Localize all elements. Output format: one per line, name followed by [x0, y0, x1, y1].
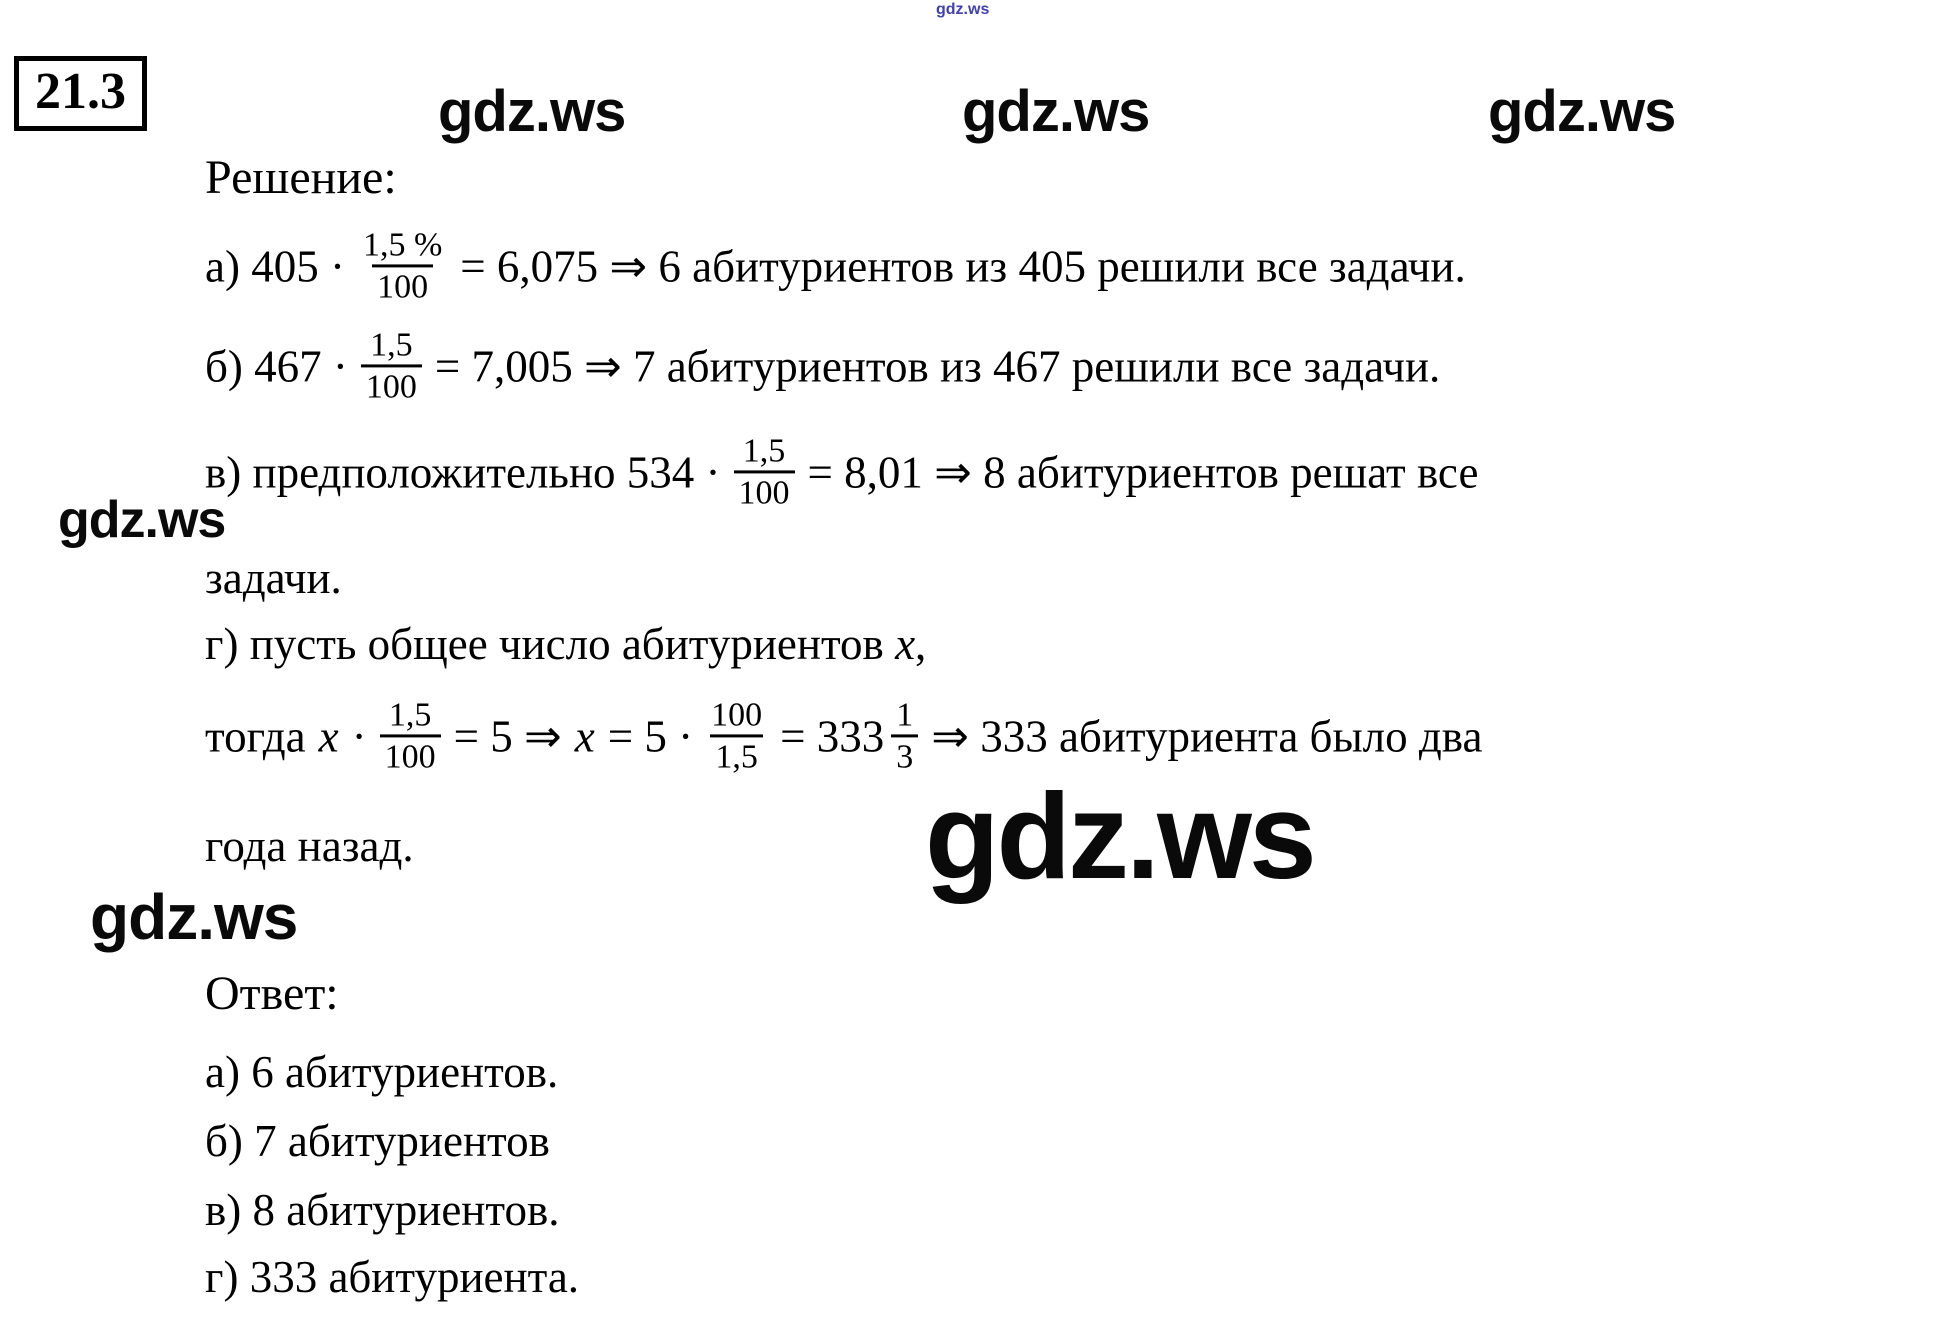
variable-x: x	[574, 711, 595, 761]
fraction	[361, 325, 422, 406]
fraction-denominator: 100	[734, 471, 795, 513]
problem-number: 21.3	[35, 63, 126, 120]
solution-label: Решение:	[205, 151, 397, 204]
answer-label: Ответ:	[205, 967, 339, 1020]
fraction-denominator: 100	[372, 265, 433, 307]
solution-line-g1	[205, 618, 926, 670]
solution-line-v	[205, 431, 1478, 512]
line-g1-pre: г) пусть общее число абитуриентов	[205, 619, 884, 669]
answer-line-a: а) 6 абитуриентов.	[205, 1047, 559, 1097]
fraction-denominator: 100	[361, 365, 422, 407]
watermark-left-mid: gdz.ws	[58, 491, 226, 549]
line-a-post: = 6,075 ⇒ 6 абитуриентов из 405 решили все задачи.	[460, 241, 1466, 292]
fraction-denominator: 1,5	[710, 735, 763, 777]
solution-line-a	[205, 225, 1466, 306]
watermark-header-1: gdz.ws	[438, 79, 626, 144]
fraction-numerator: 1,5	[388, 696, 432, 734]
line-v-pre: в) предположительно 534 ·	[205, 447, 721, 497]
fraction	[380, 695, 441, 776]
solution-line-v-cont: задачи.	[205, 553, 342, 603]
watermark-left-lower: gdz.ws	[90, 881, 298, 953]
watermark-big-center: gdz.ws	[925, 768, 1314, 904]
fraction-numerator: 1,5	[742, 432, 786, 470]
fraction	[891, 695, 918, 776]
line-g2-mid3: = 333	[780, 711, 885, 761]
fraction-denominator: 3	[891, 735, 918, 777]
watermark-header-2: gdz.ws	[962, 79, 1150, 144]
fraction-denominator: 100	[380, 735, 441, 777]
line-g2-post: ⇒ 333 абитуриента было два	[931, 711, 1483, 762]
answer-line-b: б) 7 абитуриентов	[205, 1116, 550, 1166]
solution-line-b	[205, 325, 1440, 406]
fraction-numerator: 100	[711, 696, 763, 734]
watermark-header-3: gdz.ws	[1488, 79, 1676, 144]
problem-number-box	[14, 56, 147, 131]
line-v-post: = 8,01 ⇒ 8 абитуриентов решат все	[807, 447, 1479, 498]
line-a-pre: а) 405 ·	[205, 241, 345, 291]
watermark-top-tiny: gdz.ws	[936, 1, 990, 18]
answer-line-v: в) 8 абитуриентов.	[205, 1185, 560, 1235]
line-b-pre: б) 467 ·	[205, 341, 348, 391]
line-g2-mid1: = 5 ⇒	[453, 711, 562, 762]
solution-line-g3: года назад.	[205, 821, 414, 871]
fraction	[358, 225, 447, 306]
line-g2-pre: тогда	[205, 711, 306, 761]
line-b-post: = 7,005 ⇒ 7 абитуриентов из 467 решили все задачи.	[434, 341, 1441, 392]
fraction-numerator: 1,5 %	[362, 226, 443, 264]
fraction-numerator: 1,5	[370, 326, 413, 364]
fraction	[706, 695, 767, 776]
multiplication-dot: ·	[351, 711, 367, 761]
variable-x: x	[318, 711, 339, 761]
solution-line-g2	[205, 695, 1482, 776]
line-g1-post: ,	[915, 619, 927, 669]
variable-x: x	[895, 619, 916, 669]
answer-line-g: г) 333 абитуриента.	[205, 1252, 580, 1302]
fraction-numerator: 1	[896, 696, 914, 734]
fraction	[734, 431, 795, 512]
line-g2-mid2: = 5 ·	[607, 711, 694, 761]
